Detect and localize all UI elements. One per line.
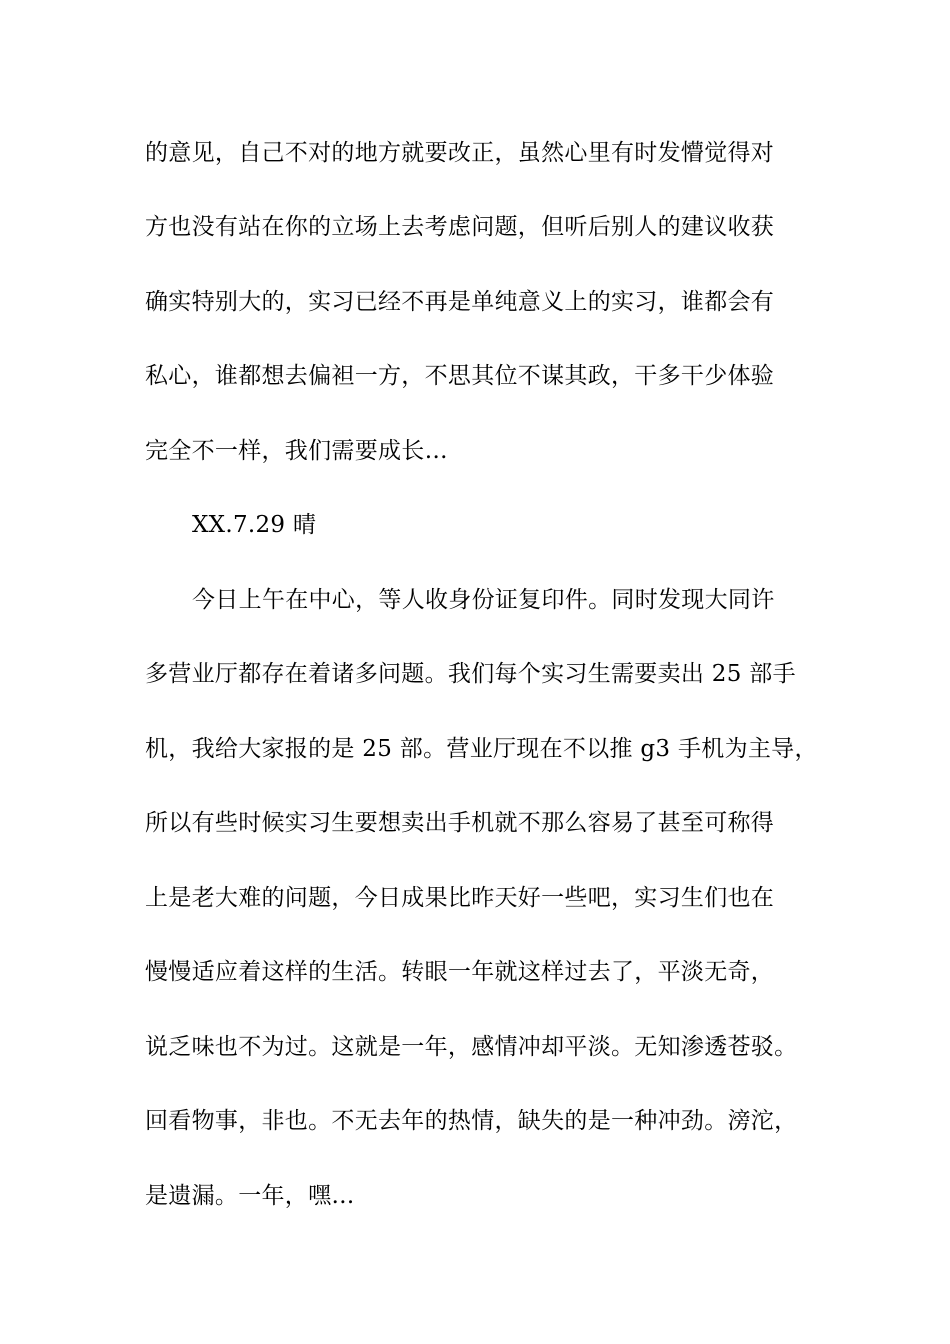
text-line: 慢慢适应着这样的生活。转眼一年就这样过去了，平淡无奇， xyxy=(145,959,775,985)
text-line: 私心，谁都想去偏袒一方，不思其位不谋其政，干多干少体验 xyxy=(145,363,775,389)
text-line: 机，我给大家报的是 25 部。营业厅现在不以推 g3 手机为主导， xyxy=(145,736,818,762)
text-line: 所以有些时候实习生要想卖出手机就不那么容易了甚至可称得 xyxy=(145,810,775,836)
text-line: 完全不一样，我们需要成长… xyxy=(145,438,448,464)
text-line: 方也没有站在你的立场上去考虑问题，但听后别人的建议收获 xyxy=(145,214,775,240)
text-line: 多营业厅都存在着诸多问题。我们每个实习生需要卖出 25 部手 xyxy=(145,661,796,687)
text-line: 上是老大难的问题，今日成果比昨天好一些吧，实习生们也在 xyxy=(145,885,775,911)
text-line: 确实特别大的，实习已经不再是单纯意义上的实习，谁都会有 xyxy=(145,289,775,315)
text-line: 说乏味也不为过。这就是一年，感情冲却平淡。无知渗透苍驳。 xyxy=(145,1034,798,1060)
entry-date-heading: XX.7.29 晴 xyxy=(192,512,317,538)
text-line: 的意见，自己不对的地方就要改正，虽然心里有时发懵觉得对 xyxy=(145,140,775,166)
text-line: 回看物事，非也。不无去年的热情，缺失的是一种冲劲。滂沱， xyxy=(145,1108,798,1134)
paragraph-start-line: 今日上午在中心，等人收身份证复印件。同时发现大同许 xyxy=(192,587,775,613)
text-line: 是遗漏。一年，嘿… xyxy=(145,1183,355,1209)
